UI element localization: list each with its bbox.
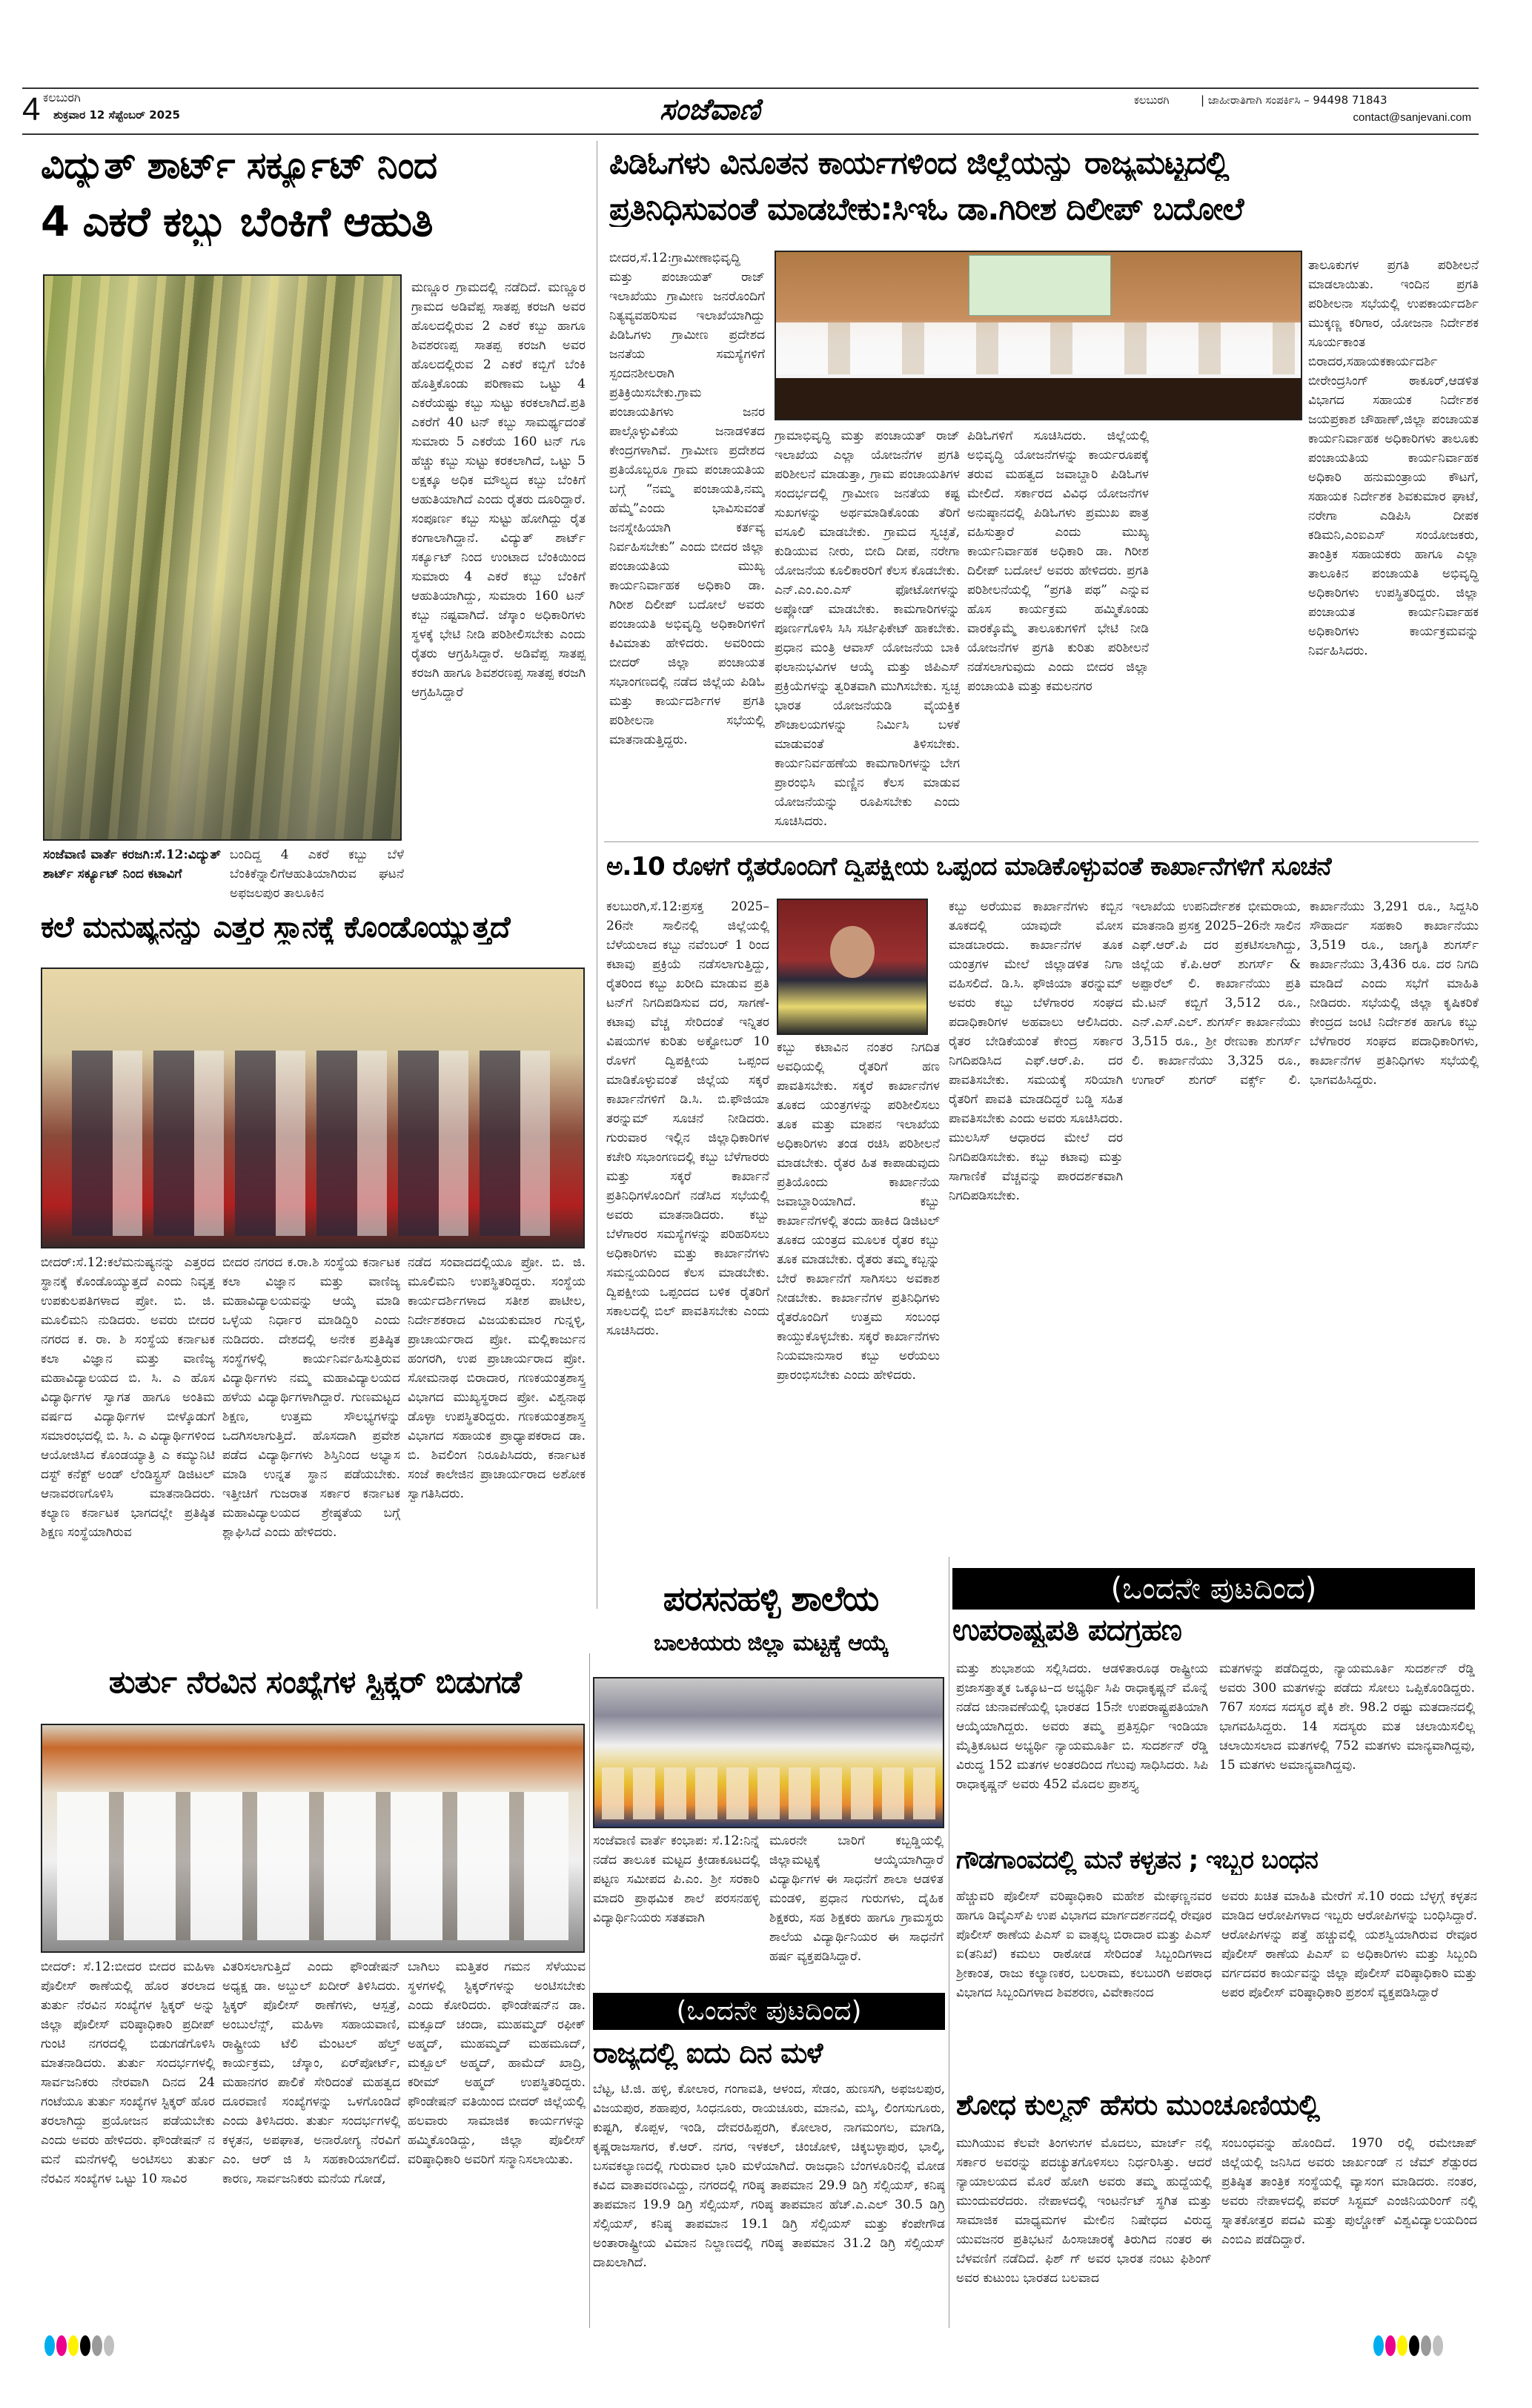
gray-dark-swatch bbox=[1421, 2335, 1431, 2356]
art-body-col-a: ಬೀದರ್:ಸೆ.12:ಕಲೆಮನುಷ್ಯನನ್ನು ಎತ್ತರದ ಸ್ಥಾನಕ್ಕೆ ಕೊಂಡೊಯ್ಯುತ್ತದೆ ಎಂದು ನಿವೃತ್ತ ಉಪಕುಲಪತಿಗಳಾದ ಪ್ರೋ. ಬಿ. ಜಿ. ಮೂಲಿಮನಿ ನುಡಿದರು. ಅವರು ಬೀದರ ನಗರದ ಕ. ರಾ. ಶಿ ಸಂಸ್ಥೆಯ ಕರ್ನಾಟಕ ಕಲಾ ವಿಜ್ಞಾನ ಮತ್ತು ವಾಣಿಜ್ಯ ಮಹಾವಿದ್ಯಾಲಯದ ಬಿ. ಸಿ. ಎ ಹೊಸ ವಿದ್ಯಾರ್ಥಿಗಳ ಸ್ವಾಗತ ಹಾಗೂ ಅಂತಿಮ ವರ್ಷದ ವಿದ್ಯಾರ್ಥಿಗಳ ಬೀಳ್ಕೊಡುಗೆ ಸಮಾರಂಭದಲ್ಲಿ ಬಿ. ಸಿ. ಎ ವಿದ್ಯಾರ್ಥಿಗಳಿಂದ ಆಯೋಜಿಸಿದ ಕೊಂಡಯ್ಯಾತ್ರಿ ಎ ಕಮ್ಯುನಿಟಿ ದಸ್ಟ್ ಕನೆಕ್ಟ್ ಅಂಡ್ ಲೆಂಡಿಸ್ಟ್ರಸ್ ಡಿಜಿಟಲ್ ಆನಾವರಣಗೊಳಿಸಿ ಮಾತನಾಡಿದರು. ಕಲ್ಯಾಣ ಕರ್ನಾಟಕ ಭಾಗದಲ್ಲೇ ಪ್ರತಿಷ್ಠಿತ ಶಿಕ್ಷಣ ಸಂಸ್ಥೆಯಾಗಿರುವ bbox=[41, 1255, 215, 1540]
vp-headline: ಉಪರಾಷ್ಟ್ರಪತಿ ಪದಗ್ರಹಣ bbox=[952, 1613, 1181, 1647]
farmers-headline: ಅ.10 ರೊಳಗೆ ರೈತರೊಂದಿಗೆ ದ್ವಿಪಕ್ಷೀಯ ಒಪ್ಪಂದ ಮಾಡಿಕೊಳ್ಳುವಂತೆ ಕಾರ್ಖಾನೆಗಳಿಗೆ ಸೂಚನೆ bbox=[606, 853, 1331, 882]
masthead-bottom-rule bbox=[22, 133, 1479, 135]
column-divider bbox=[589, 1653, 590, 2328]
pdo-body-col-b: ಗ್ರಾಮಾಭಿವೃದ್ಧಿ ಮತ್ತು ಪಂಚಾಯತ್ ರಾಜ್ ಇಲಾಖೆಯ ಎಲ್ಲಾ ಯೋಜನೆಗಳ ಪ್ರಗತಿ ಪರಿಶೀಲನೆ ಮಾಡುತ್ತಾ, ಗ್ರಾಮ ಪಂಚಾಯತಿಗಳ ಸಂದರ್ಭದಲ್ಲಿ ಗ್ರಾಮೀಣ ಜನತೆಯ ಕಷ್ಟ ಸುಖಗಳನ್ನು ಅರ್ಥಮಾಡಿಕೊಂಡು ತೆರಿಗೆ ವಸೂಲಿ ಮಾಡಬೇಕು. ಗ್ರಾಮದ ಸ್ವಚ್ಛತೆ, ಕುಡಿಯುವ ನೀರು, ಬೀದಿ ದೀಪ, ನರೇಗಾ ಯೋಜನೆಯ ಕೂಲಿಕಾರರಿಗೆ ಕೆಲಸ ಕೊಡಬೇಕು. ಎನ್.ಎಂ.ಎಂ.ಎಸ್ ಫೋಟೋಗಳನ್ನು ಅಪ್ಲೋಡ್ ಮಾಡಬೇಕು. ಕಾಮಗಾರಿಗಳನ್ನು ಪೂರ್ಣಗೊಳಿಸಿ ಸಿಸಿ ಸರ್ಟಿಫಿಕೇಟ್ ಹಾಕಬೇಕು. ಪ್ರಧಾನ ಮಂತ್ರಿ ಆವಾಸ್ ಯೋಜನೆಯ ಬಾಕಿ ಫಲಾನುಭವಿಗಳ ಆಯ್ಕೆ ಮತ್ತು ಜಿಪಿಎಸ್ ಪ್ರಕ್ರಿಯೆಗಳನ್ನು ತ್ವರಿತವಾಗಿ ಮುಗಿಸಬೇಕು. ಸ್ವಚ್ಛ ಭಾರತ ಯೋಜನೆಯಡಿ ವೈಯಕ್ತಿಕ ಶೌಚಾಲಯಗಳನ್ನು ನಿರ್ಮಿಸಿ ಬಳಕೆ ಮಾಡುವಂತೆ ತಿಳಿಸಬೇಕು. ಕಾರ್ಯನಿರ್ವಹಣೆಯ ಕಾಮಗಾರಿಗಳನ್ನು ಬೇಗ ಪ್ರಾರಂಭಿಸಿ ಮಣ್ಣಿನ ಕೆಲಸ ಮಾಡುವ ಯೋಜನೆಯನ್ನು ರೂಪಿಸಬೇಕು ಎಂದು ಸೂಚಿಸಿದರು. bbox=[775, 429, 960, 829]
theft-body-col-b: ಅವರು ಖಚಿತ ಮಾಹಿತಿ ಮೇರೆಗೆ ಸೆ.10 ರಂದು ಬೆಳ್ಳಗ್ಗೆ ಕಳ್ಳತನ ಮಾಡಿದ ಆರೋಪಿಗಳಾದ ಇಬ್ಬರು ಆರೋಪಿಗಳನ್ನು ಬಂಧಿಸಿದ್ದಾರೆ. ಆರೋಪಿಗಳನ್ನು ಪತ್ತೆ ಹಚ್ಚುವಲ್ಲಿ ಯಶಸ್ವಿಯಾಗಿರುವ ರೇವೂರ ಪೊಲೀಸ್ ಠಾಣೆಯ ಪಿಎಸ್ ಐ ಅಧಿಕಾರಿಗಳು ಮತ್ತು ಸಿಬ್ಬಂದಿ ವರ್ಗದವರ ಕಾರ್ಯವನ್ನು ಜಿಲ್ಲಾ ಪೊಲೀಸ್ ವರಿಷ್ಠಾಧಿಕಾರಿ ಮತ್ತು ಅಪರ ಪೊಲೀಸ್ ವರಿಷ್ಠಾಧಿಕಾರಿ ಪ್ರಶಂಸೆ ವ್ಯಕ್ತಪಡಿಸಿದ್ದಾರೆ bbox=[1221, 1889, 1477, 2000]
yellow-swatch bbox=[68, 2335, 79, 2356]
ad-contact: | ಜಾಹೀರಾತಿಗಾಗಿ ಸಂಪರ್ಕಿಸಿ – 94498 71843 bbox=[1201, 93, 1387, 107]
gray-light-swatch bbox=[104, 2335, 114, 2356]
search-headline: ಶೋಧ ಕುಲ್ಮನ್ ಹೆಸರು ಮುಂಚೂಣಿಯಲ್ಲಿ bbox=[956, 2089, 1319, 2121]
gray-dark-swatch bbox=[92, 2335, 102, 2356]
gray-light-swatch bbox=[1433, 2335, 1443, 2356]
school-headline-1: ಪರಸನಹಳ್ಳಿ ಶಾಲೆಯ bbox=[663, 1579, 879, 1618]
search-body-col-a: ಮುಗಿಯುವ ಕೆಲವೇ ತಿಂಗಳುಗಳ ಮೊದಲು, ಮಾರ್ಚ್ ನಲ್ಲಿ ಸರ್ಕಾರ ಅವರನ್ನು ಪದಚ್ಯುತಗೊಳಿಸಲು ನಿರ್ಧರಿಸಿತ್ತು. ಆದರೆ ನ್ಯಾಯಾಲಯದ ಮೊರೆ ಹೋಗಿ ಅವರು ತಮ್ಮ ಹುದ್ದೆಯಲ್ಲಿ ಮುಂದುವರೆದರು. ನೇಪಾಳದಲ್ಲಿ ಇಂಟರ್ನೆಟ್ ಸ್ಥಗಿತ ಮತ್ತು ಸಾಮಾಜಿಕ ಮಾಧ್ಯಮಗಳ ಮೇಲಿನ ನಿಷೇಧದ ವಿರುದ್ಧ ಯುವಜನರ ಪ್ರತಿಭಟನೆ ಹಿಂಸಾಚಾರಕ್ಕೆ ತಿರುಗಿದ ನಂತರ ಈ ಬೆಳವಣಿಗೆ ನಡೆದಿದೆ. ಫಿಶ್ ಗ್ ಅವರ ಭಾರತ ನಂಟು ಫಿಶಿಂಗ್ ಅವರ ಕುಟುಂಬ ಭಾರತದ ಬಲವಾದ bbox=[956, 2136, 1212, 2286]
magenta-swatch bbox=[1385, 2335, 1396, 2356]
edition-date: ಶುಕ್ರವಾರ 12 ಸೆಪ್ಟೆಂಬರ್ 2025 bbox=[53, 108, 180, 122]
newspaper-logo bbox=[660, 87, 760, 132]
yellow-swatch bbox=[1397, 2335, 1407, 2356]
fire-headline-2: 4 ಎಕರೆ ಕಬ್ಬು ಬೆಂಕಿಗೆ ಆಹುತಿ bbox=[41, 199, 433, 246]
farmers-body-col-b: ಕಬ್ಬು ಕಟಾವಿನ ನಂತರ ನಿಗದಿತ ಅವಧಿಯಲ್ಲಿ ರೈತರಿಗೆ ಹಣ ಪಾವತಿಸಬೇಕು. ಸಕ್ಕರೆ ಕಾರ್ಖಾನೆಗಳ ತೂಕದ ಯಂತ್ರಗಳನ್ನು ಪರಿಶೀಲಿಸಲು ತೂಕ ಮತ್ತು ಮಾಪನ ಇಲಾಖೆಯ ಅಧಿಕಾರಿಗಳು ತಂಡ ರಚಿಸಿ ಪರಿಶೀಲನೆ ಮಾಡಬೇಕು. ರೈತರ ಹಿತ ಕಾಪಾಡುವುದು ಪ್ರತಿಯೊಂದು ಕಾರ್ಖಾನೆಯ ಜವಾಬ್ದಾರಿಯಾಗಿದೆ. ಕಬ್ಬು ಕಾರ್ಖಾನೆಗಳಲ್ಲಿ ತಂದು ಹಾಕಿದ ಡಿಜಿಟಲ್ ತೂಕದ ಯಂತ್ರದ ಮೂಲಕ ರೈತರ ಕಬ್ಬು ತೂಕ ಮಾಡಬೇಕು. ರೈತರು ತಮ್ಮ ಕಬ್ಬನ್ನು ಬೇರೆ ಕಾರ್ಖಾನೆಗೆ ಸಾಗಿಸಲು ಅವಕಾಶ ನೀಡಬೇಕು. ಕಾರ್ಖಾನೆಗಳ ಪ್ರತಿನಿಧಿಗಳು ರೈತರೊಂದಿಗೆ ಉತ್ತಮ ಸಂಬಂಧ ಕಾಯ್ದುಕೊಳ್ಳಬೇಕು. ಸಕ್ಕರೆ ಕಾರ್ಖಾನೆಗಳು ನಿಯಮಾನುಸಾರ ಕಬ್ಬು ಅರೆಯಲು ಪ್ರಾರಂಭಿಸಬೇಕು ಎಂದು ಹೇಳಿದರು. bbox=[777, 1040, 940, 1383]
section-divider bbox=[604, 841, 1479, 842]
black-swatch bbox=[80, 2335, 90, 2356]
search-body-col-b: ಸಂಬಂಧವನ್ನು ಹೊಂದಿದೆ. 1970 ರಲ್ಲಿ ರಮೇಚಾಪ್ ಜಿಲ್ಲೆಯಲ್ಲಿ ಜನಿಸಿದ ಅವರು ಜಾರ್ಖಂಡ್ ನ ಜೆಮ್ ಶೆಡ್ಪುರದ ಪ್ರತಿಷ್ಠಿತ ತಾಂತ್ರಿಕ ಸಂಸ್ಥೆಯಲ್ಲಿ ವ್ಯಾಸಂಗ ಮಾಡಿದರು. ನಂತರ, ಅವರು ನೇಪಾಳದಲ್ಲಿ ಪವರ್ ಸಿಸ್ಟಮ್ ಎಂಜಿನಿಯರಿಂಗ್ ನಲ್ಲಿ ಸ್ನಾತಕೋತ್ತರ ಪದವಿ ಮತ್ತು ಪುಲ್ಚೋಕ್ ವಿಶ್ವವಿದ್ಯಾಲಯದಿಂದ ಎಂಬಿಎ ಪಡೆದಿದ್ದಾರೆ. bbox=[1221, 2136, 1477, 2247]
art-body-col-c: ನಡೆದ ಸಂವಾದದಲ್ಲಿಯೂ ಪ್ರೋ. ಬಿ. ಜಿ. ಮೂಲಿಮನಿ ಉಪಸ್ಥಿತರಿದ್ದರು. ಸಂಸ್ಥೆಯ ಕಾರ್ಯದರ್ಶಿಗಳಾದ ಸತೀಶ ಪಾಟೀಲ, ನಿರ್ದೇಶಕರಾದ ವಿಜಯಕುಮಾರ ಗುನ್ನಳ್ಳಿ, ಪ್ರಾಚಾರ್ಯರಾದ ಪ್ರೋ. ಮಲ್ಲಿಕಾರ್ಜುನ ಹಂಗರಗಿ, ಉಪ ಪ್ರಾಚಾರ್ಯರಾದ ಪ್ರೋ. ಸೋಮನಾಥ ಬಿರಾದಾರ, ಗಣಕಯಂತ್ರಶಾಸ್ತ್ರ ವಿಭಾಗದ ಮುಖ್ಯಸ್ಥರಾದ ಪ್ರೋ. ವಿಶ್ವನಾಥ ಡೊಳ್ಳಾ ಉಪಸ್ಥಿತರಿದ್ದರು. ಗಣಕಯಂತ್ರಶಾಸ್ತ್ರ ವಿಭಾಗದ ಸಹಾಯಕ ಪ್ರಾಧ್ಯಾಪಕರಾದ ಡಾ. ಬಿ. ಶಿವಲಿಂಗ ನಿರೂಪಿಸಿದರು, ಕರ್ನಾಟಕ ಸಂಜೆ ಕಾಲೇಜಿನ ಪ್ರಾಚಾರ್ಯರಾದ ಅಶೋಕ ಸ್ವಾಗತಿಸಿದರು. bbox=[408, 1255, 586, 1501]
farmers-body-col-a: ಕಲಬುರಗಿ,ಸೆ.12:ಪ್ರಸಕ್ತ 2025–26ನೇ ಸಾಲಿನಲ್ಲಿ ಜಿಲ್ಲೆಯಲ್ಲಿ ಬೆಳೆಯಲಾದ ಕಬ್ಬು ನವೆಂಬರ್ 1 ರಿಂದ ಕಟಾವು ಪ್ರಕ್ರಿಯೆ ನಡೆಸಲಾಗುತ್ತಿದ್ದು, ರೈತರಿಂದ ಕಬ್ಬು ಖರೀದಿ ಮಾಡುವ ಪ್ರತಿ ಟನ್‌ಗೆ ನಿಗದಿಪಡಿಸುವ ದರ, ಸಾಗಣೆ-ಕಟಾವು ವೆಚ್ಚ ಸೇರಿದಂತೆ ಇನ್ನಿತರ ವಿಷಯಗಳ ಕುರಿತು ಅಕ್ಟೋಬರ್ 10 ರೊಳಗೆ ದ್ವಿಪಕ್ಷೀಯ ಒಪ್ಪಂದ ಮಾಡಿಕೊಳ್ಳುವಂತೆ ಜಿಲ್ಲೆಯ ಸಕ್ಕರೆ ಕಾರ್ಖಾನೆಗಳಿಗೆ ಡಿ.ಸಿ. ಬಿ.ಫೌಜಿಯಾ ತರನ್ನುಮ್ ಸೂಚನೆ ನೀಡಿದರು. ಗುರುವಾರ ಇಲ್ಲಿನ ಜಿಲ್ಲಾಧಿಕಾರಿಗಳ ಕಚೇರಿ ಸಭಾಂಗಣದಲ್ಲಿ ಕಬ್ಬು ಬೆಳೆಗಾರರು ಮತ್ತು ಸಕ್ಕರೆ ಕಾರ್ಖಾನೆ ಪ್ರತಿನಿಧಿಗಳೊಂದಿಗೆ ನಡೆಸಿದ ಸಭೆಯಲ್ಲಿ ಅವರು ಮಾತನಾಡಿದರು. ಕಬ್ಬು ಬೆಳೆಗಾರರ ಸಮಸ್ಯೆಗಳನ್ನು ಪರಿಹರಿಸಲು ಅಧಿಕಾರಿಗಳು ಮತ್ತು ಕಾರ್ಖಾನೆಗಳು ಸಮನ್ವಯದಿಂದ ಕೆಲಸ ಮಾಡಬೇಕು. ದ್ವಿಪಕ್ಷೀಯ ಒಪ್ಪಂದದ ಬಳಿಕ ರೈತರಿಗೆ ಸಕಾಲದಲ್ಲಿ ಬಿಲ್ ಪಾವತಿಸಬೇಕು ಎಂದು ಸೂಚಿಸಿದರು. bbox=[606, 899, 769, 1338]
page-number: 4 bbox=[22, 91, 41, 128]
kabaddi-team-photo bbox=[593, 1677, 944, 1828]
sticker-body-col-c: ಬಾಗಿಲು ಮತ್ತಿತರ ಗಮನ ಸೆಳೆಯುವ ಸ್ಥಳಗಳಲ್ಲಿ ಸ್ಟಿಕ್ಕರ್‌ಗಳನ್ನು ಅಂಟಿಸಬೇಕು ಎಂದು ಕೋರಿದರು. ಫೌಂಡೇಷನ್‌ನ ಡಾ. ಮಕ್ಸೂದ್ ಚಂದಾ, ಮುಹಮ್ಮದ್ ರಫೀಕ್ ಅಹ್ಮದ್, ಮುಹಮ್ಮದ್ ಮಹಮೂದ್, ಮಕ್ಬೂಲ್ ಅಹ್ಮದ್, ಹಾಮೆದ್ ಖಾದ್ರಿ, ಕರೀಮ್ ಅಹ್ಮದ್ ಉಪಸ್ಥಿತರಿದ್ದರು. ಫೌಂಡೇಷನ್ ವತಿಯಿಂದ ಬೀದರ್ ಜಿಲ್ಲೆಯಲ್ಲಿ ಹಲವಾರು ಸಾಮಾಜಿಕ ಕಾರ್ಯಗಳನ್ನು ಹಮ್ಮಿಕೊಂಡಿದ್ದು, ಜಿಲ್ಲಾ ಪೊಲೀಸ್ ವರಿಷ್ಠಾಧಿಕಾರಿ ಅವರಿಗೆ ಸನ್ಮಾನಿಸಲಾಯಿತು. bbox=[408, 1959, 586, 2167]
pdo-body-col-a: ಬೀದರ,ಸೆ.12:ಗ್ರಾಮೀಣಾಭಿವೃದ್ಧಿ ಮತ್ತು ಪಂಚಾಯತ್ ರಾಜ್ ಇಲಾಖೆಯು ಗ್ರಾಮೀಣ ಜನರೊಂದಿಗೆ ನಿತ್ಯವ್ಯವಹರಿಸುವ ಇಲಾಖೆಯಾಗಿದ್ದು ಪಿಡಿಓಗಳು ಗ್ರಾಮೀಣ ಪ್ರದೇಶದ ಜನತೆಯ ಸಮಸ್ಯೆಗಳಿಗೆ ಸ್ಪಂದನಶೀಲರಾಗಿ ಪ್ರತಿಕ್ರಿಯಿಸಬೇಕು.ಗ್ರಾಮ ಪಂಚಾಯತಿಗಳು ಜನರ ಪಾಲ್ಗೊಳ್ಳುವಿಕೆಯ ಜನಾಡಳಿತದ ಕೇಂದ್ರಗಳಾಗಿವೆ. ಗ್ರಾಮೀಣ ಪ್ರದೇಶದ ಪ್ರತಿಯೊಬ್ಬರೂ ಗ್ರಾಮ ಪಂಚಾಯತಿಯ ಬಗ್ಗೆ “ನಮ್ಮ ಪಂಚಾಯತಿ,ನಮ್ಮ ಹೆಮ್ಮೆ”ಎಂದು ಭಾವಿಸುವಂತೆ ಜನಸ್ನೇಹಿಯಾಗಿ ಕರ್ತವ್ಯ ನಿರ್ವಹಿಸಬೇಕು” ಎಂದು ಬೀದರ ಜಿಲ್ಲಾ ಪಂಚಾಯತಿಯ ಮುಖ್ಯ ಕಾರ್ಯನಿರ್ವಾಹಕ ಅಧಿಕಾರಿ ಡಾ. ಗಿರೀಶ ದಿಲೀಪ್ ಬದೋಲೆ ಅವರು ಪಂಚಾಯತಿ ಅಭಿವೃದ್ಧಿ ಅಧಿಕಾರಿಗಳಿಗೆ ಕಿವಿಮಾತು ಹೇಳಿದರು. ಅವರಿಂದು ಬೀದರ್ ಜಿಲ್ಲಾ ಪಂಚಾಯತ ಸಭಾಂಗಣದಲ್ಲಿ ನಡೆದ ಜಿಲ್ಲೆಯ ಪಿಡಿಓ ಮತ್ತು ಕಾರ್ಯದರ್ಶಿಗಳ ಪ್ರಗತಿ ಪರಿಶೀಲನಾ ಸಭೆಯಲ್ಲಿ ಮಾತನಾಡುತ್ತಿದ್ದರು. bbox=[609, 251, 765, 747]
rain-headline: ರಾಜ್ಯದಲ್ಲಿ ಐದು ದಿನ ಮಳೆ bbox=[593, 2037, 823, 2069]
continued-banner: (ಒಂದನೇ ಪುಟದಿಂದ) bbox=[952, 1568, 1475, 1610]
sticker-release-photo bbox=[41, 1724, 585, 1953]
theft-headline: ಗೌಡಗಾಂವದಲ್ಲಿ ಮನೆ ಕಳ್ಳತನ ; ಇಬ್ಬರ ಬಂಧನ bbox=[956, 1846, 1318, 1875]
fire-body-col-a: ಮಣ್ಣೂರ ಗ್ರಾಮದಲ್ಲಿ ನಡೆದಿದೆ. ಮಣ್ಣೂರ ಗ್ರಾಮದ ಅಡಿವೆಪ್ಪ ಸಾತಪ್ಪ ಕರಜಗಿ ಅವರ ಹೊಲದಲ್ಲಿರುವ 2 ಎಕರೆ ಕಬ್ಬು ಹಾಗೂ ಶಿವಶರಣಪ್ಪ ಸಾತಪ್ಪ ಕರಜಗಿ ಅವರ ಹೊಲದಲ್ಲಿರುವ 2 ಎಕರೆ ಕಬ್ಬಿಗೆ ಬೆಂಕಿ ಹೊತ್ತಿಕೊಂಡು ಪರಿಣಾಮ ಒಟ್ಟು 4 ಎಕರೆಯಷ್ಟು ಕಬ್ಬು ಸುಟ್ಟು ಕರಕಲಾಗಿದೆ.ಪ್ರತಿ ಎಕರೆಗೆ 40 ಟನ್ ಕಬ್ಬು ಸಾಮರ್ಥ್ಯದಂತೆ ಸುಮಾರು 5 ಎಕರೆಯ 160 ಟನ್ ಗೂ ಹೆಚ್ಚು ಕಬ್ಬು ಸುಟ್ಟು ಕರಕಲಾಗಿದೆ, ಒಟ್ಟು 5 ಲಕ್ಷಕ್ಕೂ ಅಧಿಕ ಮೌಲ್ಯದ ಕಬ್ಬು ಬೆಂಕಿಗೆ ಆಹುತಿಯಾಗಿದೆ ಎಂದು ರೈತರು ದೂರಿದ್ದಾರೆ. ಸಂಪೂರ್ಣ ಕಬ್ಬು ಸುಟ್ಟು ಹೋಗಿದ್ದು ರೈತ ಕಂಗಾಲಾಗಿದ್ದಾನೆ. ವಿದ್ಯುತ್ ಶಾರ್ಟ್ ಸರ್ಕ್ಯೂಟ್ ನಿಂದ ಉಂಟಾದ ಬೆಂಕಿಯಿಂದ ಸುಮಾರು 4 ಎಕರೆ ಕಬ್ಬು ಬೆಂಕಿಗೆ ಆಹುತಿಯಾಗಿದ್ದು, ಸುಮಾರು 160 ಟನ್ ಕಬ್ಬು ನಷ್ಟವಾಗಿದೆ. ಜೆಸ್ಕಾಂ ಅಧಿಕಾರಿಗಳು ಸ್ಥಳಕ್ಕೆ ಭೇಟಿ ನೀಡಿ ಪರಿಶೀಲಿಸಬೇಕು ಎಂದು ರೈತರು ಆಗ್ರಹಿಸಿದ್ದಾರೆ. ಅಡಿವೆಪ್ಪ ಸಾತಪ್ಪ ಕರಜಗಿ ಹಾಗೂ ಶಿವಶರಣಪ್ಪ ಸಾತಪ್ಪ ಕರಜಗಿ ಆಗ್ರಹಿಸಿದ್ದಾರೆ bbox=[411, 280, 586, 700]
fire-caption-a: ಸಂಜೆವಾಣಿ ವಾರ್ತೆ ಕರಜಗಿ:ಸೆ.12:ವಿದ್ಯುತ್ ಶಾರ್ಟ್ ಸರ್ಕ್ಯೂಟ್ ನಿಂದ ಕಟಾವಿಗೆ bbox=[43, 847, 221, 882]
farmers-body-col-d: ಇಲಾಖೆಯ ಉಪನಿರ್ದೇಶಕ ಭೀಮರಾಯ, ಮಾತನಾಡಿ ಪ್ರಸಕ್ತ 2025–26ನೇ ಸಾಲಿನ ಎಫ್.ಆರ್.ಪಿ ದರ ಪ್ರಕಟಿಸಲಾಗಿದ್ದು, ಜಿಲ್ಲೆಯ ಕೆ.ಪಿ.ಆರ್ ಶುಗರ್ಸ್ & ಅಪ್ಪಾರೆಲ್ ಲಿ. ಕಾರ್ಖಾನೆಯು ಪ್ರತಿ ಮೆ.ಟನ್ ಕಬ್ಬಿಗೆ 3,512 ರೂ., ಎನ್.ಎಸ್.ಎಲ್. ಶುಗರ್ಸ್ ಕಾರ್ಖಾನೆಯು 3,515 ರೂ., ಶ್ರೀ ರೇಣುಕಾ ಶುಗರ್ಸ್ ಲಿ. ಕಾರ್ಖಾನೆಯು 3,325 ರೂ., ಉಗಾರ್ ಶುಗರ್ ವರ್ಕ್ಸ್ ಲಿ. ಕಾರ್ಖಾನೆಯು 3,291 ರೂ., ಸಿದ್ದಸಿರಿ ಸೌಹಾರ್ದ ಸಹಕಾರಿ ಕಾರ್ಖಾನೆಯು 3,519 ರೂ., ಜಾಗೃತಿ ಶುಗರ್ಸ್ ಕಾರ್ಖಾನೆಯು 3,436 ರೂ. ದರ ನಿಗದಿ ಮಾಡಿದೆ ಎಂದು ಸಭೆಗೆ ಮಾಹಿತಿ ನೀಡಿದರು. ಸಭೆಯಲ್ಲಿ ಜಿಲ್ಲಾ ಕೃಷಿಕರಿಕೆ ಕೇಂದ್ರದ ಜಂಟಿ ನಿರ್ದೇಶಕ ಹಾಗೂ ಕಬ್ಬು ಬೆಳೆಗಾರರ ಸಂಘದ ಪದಾಧಿಕಾರಿಗಳು, ಕಾರ್ಖಾನೆಗಳ ಪ್ರತಿನಿಧಿಗಳು ಸಭೆಯಲ್ಲಿ ಭಾಗವಹಿಸಿದ್ದರು. bbox=[1132, 899, 1479, 1088]
logo-text: ಸಂಜೆವಾಣಿ bbox=[660, 93, 760, 127]
pdo-meeting-photo bbox=[775, 251, 1302, 420]
vp-body-col-a: ಮತ್ತು ಶುಭಾಶಯ ಸಲ್ಲಿಸಿದರು. ಆಡಳಿತಾರೂಢ ರಾಷ್ಟ್ರೀಯ ಪ್ರಜಾಸತ್ತಾತ್ಮಕ ಒಕ್ಕೂಟ–ದ ಅಭ್ಯರ್ಥಿ ಸಿಪಿ ರಾಧಾಕೃಷ್ಣನ್ ಮೊನ್ನೆ ನಡೆದ ಚುನಾವಣೆಯಲ್ಲಿ ಭಾರತದ 15ನೇ ಉಪರಾಷ್ಟ್ರಪತಿಯಾಗಿ ಆಯ್ಕೆಯಾಗಿದ್ದರು. ಅವರು ತಮ್ಮ ಪ್ರತಿಸ್ಪರ್ಧಿ ಇಂಡಿಯಾ ಮೈತ್ರಿಕೂಟದ ಅಭ್ಯರ್ಥಿ ನ್ಯಾಯಮೂರ್ತಿ ಬಿ. ಸುದರ್ಶನ್ ರೆಡ್ಡಿ ವಿರುದ್ಧ 152 ಮತಗಳ ಅಂತರದಿಂದ ಗೆಲುವು ಸಾಧಿಸಿದರು. ಸಿಪಿ ರಾಧಾಕೃಷ್ಣನ್ ಅವರು 452 ಮೊದಲ ಪ್ರಾಶಸ್ತ್ಯ bbox=[956, 1661, 1208, 1792]
art-headline: ಕಲೆ ಮನುಷ್ಯನನ್ನು ಎತ್ತರ ಸ್ಥಾನಕ್ಕೆ ಕೊಂಡೊಯ್ಯುತ್ತದೆ bbox=[41, 910, 510, 945]
cyan-swatch bbox=[44, 2335, 55, 2356]
vp-body-col-b: ಮತಗಳನ್ನು ಪಡೆದಿದ್ದರು, ನ್ಯಾಯಮೂರ್ತಿ ಸುದರ್ಶನ್ ರೆಡ್ಡಿ ಅವರು 300 ಮತಗಳನ್ನು ಪಡೆದು ಸೋಲು ಒಪ್ಪಿಕೊಂಡಿದ್ದರು. 767 ಸಂಸದ ಸದಸ್ಯರ ಪೈಕಿ ಶೇ. 98.2 ರಷ್ಟು ಮತದಾನದಲ್ಲಿ ಭಾಗವಹಿಸಿದ್ದರು. 14 ಸದಸ್ಯರು ಮತ ಚಲಾಯಿಸಲಿಲ್ಲ ಚಲಾಯಿಸಲಾದ ಮತಗಳಲ್ಲಿ 752 ಮತಗಳು ಮಾನ್ಯವಾಗಿದ್ದವು, 15 ಮತಗಳು ಅಮಾನ್ಯವಾಗಿದ್ದವು. bbox=[1219, 1661, 1475, 1773]
burnt-sugarcane-photo bbox=[43, 274, 402, 841]
farmers-body-col-c: ಕಬ್ಬು ಅರೆಯುವ ಕಾರ್ಖಾನೆಗಳು ಕಬ್ಬಿನ ತೂಕದಲ್ಲಿ ಯಾವುದೇ ಮೋಸ ಮಾಡಬಾರದು. ಕಾರ್ಖಾನೆಗಳ ತೂಕ ಯಂತ್ರಗಳ ಮೇಲೆ ಜಿಲ್ಲಾಡಳಿತ ನಿಗಾ ವಹಿಸಲಿದೆ. ಡಿ.ಸಿ. ಫೌಜಿಯಾ ತರನ್ನುಮ್ ಅವರು ಕಬ್ಬು ಬೆಳೆಗಾರರ ಸಂಘದ ಪದಾಧಿಕಾರಿಗಳ ಅಹವಾಲು ಆಲಿಸಿದರು. ರೈತರ ಬೇಡಿಕೆಯಂತೆ ಕೇಂದ್ರ ಸರ್ಕಾರ ನಿಗದಿಪಡಿಸಿದ ಎಫ್.ಆರ್.ಪಿ. ದರ ಪಾವತಿಸಬೇಕು. ಸಮಯಕ್ಕೆ ಸರಿಯಾಗಿ ರೈತರಿಗೆ ಪಾವತಿ ಮಾಡದಿದ್ದರೆ ಬಡ್ಡಿ ಸಹಿತ ಪಾವತಿಸಬೇಕು ಎಂದು ಅವರು ಸೂಚಿಸಿದರು. ಮುಲಸಿಸ್‌ ಆಧಾರದ ಮೇಲೆ ದರ ನಿಗದಿಪಡಿಸಬೇಕು. ಕಬ್ಬು ಕಟಾವು ಮತ್ತು ಸಾಗಾಣಿಕೆ ವೆಚ್ಚವನ್ನು ಪಾರದರ್ಶಕವಾಗಿ ನಿಗದಿಪಡಿಸಬೇಕು. bbox=[949, 899, 1123, 1203]
pdo-headline-2: ಪ್ರತಿನಿಧಿಸುವಂತೆ ಮಾಡಬೇಕು:ಸಿಇಓ ಡಾ.ಗಿರೀಶ ದಿಲೀಪ್ ಬದೋಲೆ bbox=[609, 191, 1244, 227]
black-swatch bbox=[1409, 2335, 1419, 2356]
fire-headline-1: ವಿದ್ಯುತ್ ಶಾರ್ಟ್ ಸರ್ಕ್ಯೂಟ್ ನಿಂದ bbox=[41, 145, 437, 187]
right-edition-city: ಕಲಬುರಗಿ bbox=[1134, 93, 1170, 107]
school-body-col-b: ಮೂರನೇ ಬಾರಿಗೆ ಕಬ್ಬಡ್ಡಿಯಲ್ಲಿ ಜಿಲ್ಲಾಮಟ್ಟಕ್ಕೆ ಆಯ್ಕೆಯಾಗಿದ್ದಾರೆ ವಿದ್ಯಾರ್ಥಿಗಳ ಈ ಸಾಧನೆಗೆ ಶಾಲಾ ಆಡಳಿತ ಮಂಡಳಿ, ಪ್ರಧಾನ ಗುರುಗಳು, ದೈಹಿಕ ಶಿಕ್ಷಕರು, ಸಹ ಶಿಕ್ಷಕರು ಹಾಗೂ ಗ್ರಾಮಸ್ಥರು ಶಾಲೆಯ ವಿದ್ಯಾರ್ಥಿನಿಯರ ಈ ಸಾಧನೆಗೆ ಹರ್ಷ ವ್ಯಕ್ತಪಡಿಸಿದ್ದಾರೆ. bbox=[769, 1833, 944, 1964]
sticker-headline: ತುರ್ತು ನೆರವಿನ ಸಂಖ್ಯೆಗಳ ಸ್ಟಿಕ್ಕರ್ ಬಿಡುಗಡೆ bbox=[108, 1664, 522, 1700]
magenta-swatch bbox=[56, 2335, 67, 2356]
edition-city: ಕಲಬುರಗಿ bbox=[43, 90, 81, 105]
pdo-headline-1: ಪಿಡಿಓಗಳು ವಿನೂತನ ಕಾರ್ಯಗಳಿಂದ ಜಿಲ್ಲೆಯನ್ನು ರಾಜ್ಯಮಟ್ಟದಲ್ಲಿ bbox=[609, 145, 1229, 181]
cyan-swatch bbox=[1373, 2335, 1384, 2356]
color-registration-bar-left bbox=[44, 2335, 114, 2356]
pdo-body-col-d: ತಾಲೂಕುಗಳ ಪ್ರಗತಿ ಪರಿಶೀಲನೆ ಮಾಡಲಾಯಿತು. ಇಂದಿನ ಪ್ರಗತಿ ಪರಿಶೀಲನಾ ಸಭೆಯಲ್ಲಿ ಉಪಕಾರ್ಯದರ್ಶಿ ಮುಕ್ಕಣ್ಣ ಕರಿಗಾರ, ಯೋಜನಾ ನಿರ್ದೇಶಕ ಸೂರ್ಯಕಾಂತ ಬಿರಾದರ,ಸಹಾಯಕಕಾರ್ಯದರ್ಶಿ ಬೀರೇಂದ್ರಸಿಂಗ್ ಠಾಕೂರ್,ಆಡಳಿತ ವಿಭಾಗದ ಸಹಾಯಕ ನಿರ್ದೇಶಕ ಜಯಪ್ರಕಾಶ ಚೌಹಾಣ್,ಜಿಲ್ಲಾ ಪಂಚಾಯತ ಕಾರ್ಯನಿರ್ವಾಹಕ ಅಧಿಕಾರಿಗಳು ತಾಲೂಕು ಪಂಚಾಯತಿಯ ಕಾರ್ಯನಿರ್ವಾಹಕ ಅಧಿಕಾರಿ ಹನುಮಂತ್ರಾಯ ಕೌಟಗೆ, ಸಹಾಯಕ ನಿರ್ದೇಶಕ ಶಿವಕುಮಾರ ಘಾಟೆ, ನರೇಗಾ ಎಡಿಪಿಸಿ ದೀಪಕ ಕಡಿಮನಿ,ಎಂಐಎಸ್ ಸಂಯೋಜಕರು, ತಾಂತ್ರಿಕ ಸಹಾಯಕರು ಹಾಗೂ ಎಲ್ಲಾ ತಾಲೂಕಿನ ಪಂಚಾಯತಿ ಅಭಿವೃದ್ಧಿ ಅಧಿಕಾರಿಗಳು ಉಪಸ್ಥಿತರಿದ್ದರು. ಜಿಲ್ಲಾ ಪಂಚಾಯತ ಕಾರ್ಯನಿರ್ವಾಹಕ ಅಧಿಕಾರಿಗಳು ಕಾರ್ಯಕ್ರಮವನ್ನು ನಿರ್ವಹಿಸಿದರು. bbox=[1308, 258, 1479, 658]
contact-email[interactable]: contact@sanjevani.com bbox=[1353, 111, 1471, 124]
art-event-photo bbox=[41, 968, 585, 1248]
school-headline-2: ಬಾಲಕಿಯರು ಜಿಲ್ಲಾ ಮಟ್ಟಕ್ಕೆ ಆಯ್ಕೆ bbox=[653, 1631, 888, 1656]
school-body-col-a: ಸಂಜೆವಾಣಿ ವಾರ್ತೆ ಕಂಭಾಪ: ಸೆ.12:ನಿನ್ನೆ ನಡೆದ ತಾಲೂಕ ಮಟ್ಟದ ಕ್ರೀಡಾಕೂಟದಲ್ಲಿ ಪಟ್ಟಣ ಸಮೀಪದ ಪಿ.ಎಂ. ಶ್ರೀ ಸರಕಾರಿ ಮಾದರಿ ಪ್ರಾಥಮಿಕ ಶಾಲೆ ಪರಸನಹಳ್ಳಿ ವಿದ್ಯಾರ್ಥಿನಿಯರು ಸತತವಾಗಿ bbox=[593, 1833, 760, 1925]
rain-body: ಬೆಟ್ಟ, ಟಿ.ಜಿ. ಹಳ್ಳಿ, ಕೋಲಾರ, ಗಂಗಾವತಿ, ಆಳಂದ, ಸೇಡಂ, ಹುಣಸಗಿ, ಅಫಜಲಪುರ, ವಿಜಯಪುರ, ಶಹಾಪುರ, ಸಿಂಧನೂರು, ರಾಯಚೂರು, ಮಾನವಿ, ಮಸ್ಕಿ, ಲಿಂಗಸುಗೂರು, ಕುಷ್ಟಗಿ, ಕೊಪ್ಪಳ, ಇಂಡಿ, ದೇವರಹಿಪ್ಪರಗಿ, ಕೋಲಾರ, ನಾಗಮಂಗಲ, ಮಾಗಡಿ, ಕೃಷ್ಣರಾಜಸಾಗರ, ಕೆ.ಆರ್. ನಗರ, ಇಳಕಲ್, ಚಿಂಚೋಳಿ, ಚಿಕ್ಕಬಳ್ಳಾಪುರ, ಭಾಲ್ಕಿ, ಬಸವಕಲ್ಯಾಣದಲ್ಲಿ ಗುರುವಾರ ಭಾರಿ ಮಳೆಯಾಗಿದೆ. ರಾಜಧಾನಿ ಬೆಂಗಳೂರಿನಲ್ಲಿ ಮೋಡ ಕವಿದ ವಾತಾವರಣವಿದ್ದು, ನಗರದಲ್ಲಿ ಗರಿಷ್ಠ ತಾಪಮಾನ 29.9 ಡಿಗ್ರಿ ಸೆಲ್ಸಿಯಸ್, ಕನಿಷ್ಠ ತಾಪಮಾನ 19.9 ಡಿಗ್ರಿ ಸೆಲ್ಸಿಯಸ್, ಗರಿಷ್ಠ ತಾಪಮಾನ ಹೆಚ್.ಎ.ಎಲ್ 30.5 ಡಿಗ್ರಿ ಸೆಲ್ಸಿಯಸ್, ಕನಿಷ್ಠ ತಾಪಮಾನ 19.1 ಡಿಗ್ರಿ ಸೆಲ್ಸಿಯಸ್ ಮತ್ತು ಕೆಂಪೇಗೌಡ ಅಂತಾರಾಷ್ಟ್ರೀಯ ವಿಮಾನ ನಿಲ್ದಾಣದಲ್ಲಿ ಗರಿಷ್ಠ ತಾಪಮಾನ 31.2 ಡಿಗ್ರಿ ಸೆಲ್ಸಿಯಸ್ ದಾಖಲಾಗಿದೆ. bbox=[593, 2082, 945, 2270]
continued-banner: (ಒಂದನೇ ಪುಟದಿಂದ) bbox=[593, 1993, 945, 2030]
deputy-commissioner-photo bbox=[777, 899, 928, 1035]
pdo-body-col-c: ಪಿಡಿಓಗಳಿಗೆ ಸೂಚಿಸಿದರು. ಜಿಲ್ಲೆಯಲ್ಲಿ ಅಭಿವೃದ್ಧಿ ಯೋಜನೆಗಳನ್ನು ಕಾರ್ಯರೂಪಕ್ಕೆ ತರುವ ಮಹತ್ವದ ಜವಾಬ್ದಾರಿ ಪಿಡಿಓಗಳ ಮೇಲಿದೆ. ಸರ್ಕಾರದ ವಿವಿಧ ಯೋಜನೆಗಳ ಅನುಷ್ಠಾನದಲ್ಲಿ ಪಿಡಿಓಗಳು ಪ್ರಮುಖ ಪಾತ್ರ ವಹಿಸುತ್ತಾರೆ ಎಂದು ಮುಖ್ಯ ಕಾರ್ಯನಿರ್ವಾಹಕ ಅಧಿಕಾರಿ ಡಾ. ಗಿರೀಶ ದಿಲೀಪ್ ಬದೋಲೆ ಅವರು ಹೇಳಿದರು. ಪ್ರಗತಿ ಪರಿಶೀಲನೆಯಲ್ಲಿ “ಪ್ರಗತಿ ಪಥ” ಎನ್ನುವ ಹೊಸ ಕಾರ್ಯಕ್ರಮ ಹಮ್ಮಿಕೊಂಡು ವಾರಕ್ಕೊಮ್ಮೆ ತಾಲೂಕುಗಳಿಗೆ ಭೇಟಿ ನೀಡಿ ಯೋಜನೆಗಳ ಪ್ರಗತಿ ಕುರಿತು ಪರಿಶೀಲನೆ ನಡೆಸಲಾಗುವುದು ಎಂದು ಬೀದರ ಜಿಲ್ಲಾ ಪಂಚಾಯತಿ ಮತ್ತು ಕಮಲನಗರ bbox=[967, 429, 1149, 694]
art-body-col-b: ಬೀದರ ನಗರದ ಕ.ರಾ.ಶಿ ಸಂಸ್ಥೆಯ ಕರ್ನಾಟಕ ಕಲಾ ವಿಜ್ಞಾನ ಮತ್ತು ವಾಣಿಜ್ಯ ಮಹಾವಿದ್ಯಾಲಯವನ್ನು ಆಯ್ಕೆ ಮಾಡಿ ಒಳ್ಳೆಯ ನಿರ್ಧಾರ ಮಾಡಿದ್ದಿರಿ ಎಂದು ನುಡಿದರು. ದೇಶದಲ್ಲಿ ಅನೇಕ ಪ್ರತಿಷ್ಠಿತ ಸಂಸ್ಥೆಗಳಲ್ಲಿ ಕಾರ್ಯನಿರ್ವಹಿಸುತ್ತಿರುವ ವಿದ್ಯಾರ್ಥಿಗಳು ನಮ್ಮ ಮಹಾವಿದ್ಯಾಲಯದ ಹಳೆಯ ವಿದ್ಯಾರ್ಥಿಗಳಾಗಿದ್ದಾರೆ. ಗುಣಮಟ್ಟದ ಶಿಕ್ಷಣ, ಉತ್ತಮ ಸೌಲಭ್ಯಗಳನ್ನು ಒದಗಿಸಲಾಗುತ್ತಿದೆ. ಹೊಸದಾಗಿ ಪ್ರವೇಶ ಪಡೆದ ವಿದ್ಯಾರ್ಥಿಗಳು ಶಿಸ್ತಿನಿಂದ ಅಭ್ಯಾಸ ಮಾಡಿ ಉನ್ನತ ಸ್ಥಾನ ಪಡೆಯಬೇಕು. ಇತ್ತೀಚಿಗೆ ಗುಜರಾತ ಸರ್ಕಾರ ಕರ್ನಾಟಕ ಮಹಾವಿದ್ಯಾಲಯದ ಶ್ರೇಷ್ಠತೆಯ ಬಗ್ಗೆ ಶ್ಲಾಘಿಸಿದೆ ಎಂದು ಹೇಳಿದರು. bbox=[222, 1255, 400, 1540]
sticker-body-col-b: ವಿತರಿಸಲಾಗುತ್ತಿದೆ ಎಂದು ಫೌಂಡೇಷನ್ ಅಧ್ಯಕ್ಷ ಡಾ. ಅಬ್ದುಲ್ ಖದೀರ್ ತಿಳಿಸಿದರು. ಸ್ಟಿಕ್ಕರ್ ಪೊಲೀಸ್ ಠಾಣೆಗಳು, ಆಸ್ಪತ್ರೆ, ಅಂಬುಲೆನ್ಸ್, ಮಹಿಳಾ ಸಹಾಯವಾಣಿ, ರಾಷ್ಟ್ರೀಯ ಟೆಲಿ ಮೆಂಟಲ್ ಹೆಲ್ತ್ ಕಾರ್ಯಕ್ರಮ, ಚೆಸ್ಕಾಂ, ಏರ್‌ಪೋರ್ಟ್, ಮಹಾನಗರ ಪಾಲಿಕೆ ಸೇರಿದಂತೆ ಮಹತ್ವದ ದೂರವಾಣಿ ಸಂಖ್ಯೆಗಳನ್ನು ಒಳಗೊಂಡಿದೆ ಎಂದು ತಿಳಿಸಿದರು. ತುರ್ತು ಸಂದರ್ಭಗಳಲ್ಲಿ ಕಳ್ಳತನ, ಅಪಘಾತ, ಅನಾರೋಗ್ಯ ನೆರವಿಗೆ ಎಂ. ಆರ್ ಜಿ ಸಿ ಸಹಕಾರಿಯಾಗಲಿದೆ. ಕಾರಣ, ಸಾರ್ವಜನಿಕರು ಮನೆಯ ಗೋಡೆ, bbox=[222, 1959, 400, 2186]
sticker-body-col-a: ಬೀದರ್: ಸೆ.12:ಬೀದರ ಬೀದರ ಮಹಿಳಾ ಪೊಲೀಸ್ ಠಾಣೆಯಲ್ಲಿ ಹೊರ ತರಲಾದ ತುರ್ತು ನೆರವಿನ ಸಂಖ್ಯೆಗಳ ಸ್ಟಿಕ್ಕರ್ ಅನ್ನು ಜಿಲ್ಲಾ ಪೊಲೀಸ್ ವರಿಷ್ಠಾಧಿಕಾರಿ ಪ್ರದೀಪ್ ಗುಂಟಿ ನಗರದಲ್ಲಿ ಬಿಡುಗಡೆಗೊಳಿಸಿ ಮಾತನಾಡಿದರು. ತುರ್ತು ಸಂದರ್ಭಗಳಲ್ಲಿ ಸಾರ್ವಜನಿಕರು ನೇರವಾಗಿ ದಿನದ 24 ಗಂಟೆಯೂ ತುರ್ತು ಸಂಖ್ಯೆಗಳ ಸ್ಟಿಕ್ಕರ್ ಹೊರ ತರಲಾಗಿದ್ದು ಪ್ರಯೋಜನ ಪಡೆಯಬೇಕು ಎಂದು ಅವರು ಹೇಳಿದರು. ಫೌಂಡೇಷನ್‌ ನ ಮನೆ ಮನೆಗಳಲ್ಲಿ ಅಂಟಿಸಲು ತುರ್ತು ನೆರವಿನ ಸಂಖ್ಯೆಗಳ ಒಟ್ಟು 10 ಸಾವಿರ bbox=[41, 1959, 215, 2186]
theft-body-col-a: ಹೆಚ್ಚುವರಿ ಪೊಲೀಸ್ ವರಿಷ್ಠಾಧಿಕಾರಿ ಮಹೇಶ ಮೇಘಣ್ಣನವರ ಹಾಗೂ ಡಿವೈಎಸ್‌ಪಿ ಉಪ ವಿಭಾಗದ ಮಾರ್ಗದರ್ಶನದಲ್ಲಿ ರೇವೂರ ಪೊಲೀಸ್ ಠಾಣೆಯ ಪಿಎಸ್ ಐ ವಾತ್ಸಲ್ಯ ಬಿರಾದಾರ ಮತ್ತು ಪಿಎಸ್ ಐ(ತನಿಖೆ) ಕಮಲು ರಾಠೋಡ ಸೇರಿದಂತೆ ಸಿಬ್ಬಂದಿಗಳಾದ ಶ್ರೀಕಾಂತ, ರಾಜು ಕಲ್ಯಾಣಕರ, ಬಲರಾಮ, ಕಲಬುರಗಿ ಅಪರಾಧ ವಿಭಾಗದ ಸಿಬ್ಬಂದಿಗಳಾದ ಶಿವಶರಣ, ವಿವೇಕಾನಂದ bbox=[956, 1889, 1212, 2000]
color-registration-bar-right bbox=[1373, 2335, 1443, 2356]
fire-caption-b: ಬಂದಿದ್ದ 4 ಎಕರೆ ಕಬ್ಬು ಬೆಳೆ ಬೆಂಕಿಕೆನ್ನಾಲಿಗೆಆಹುತಿಯಾಗಿರುವ ಘಟನೆ ಅಫಜಲಪುರ ತಾಲೂಕಿನ bbox=[230, 847, 404, 901]
